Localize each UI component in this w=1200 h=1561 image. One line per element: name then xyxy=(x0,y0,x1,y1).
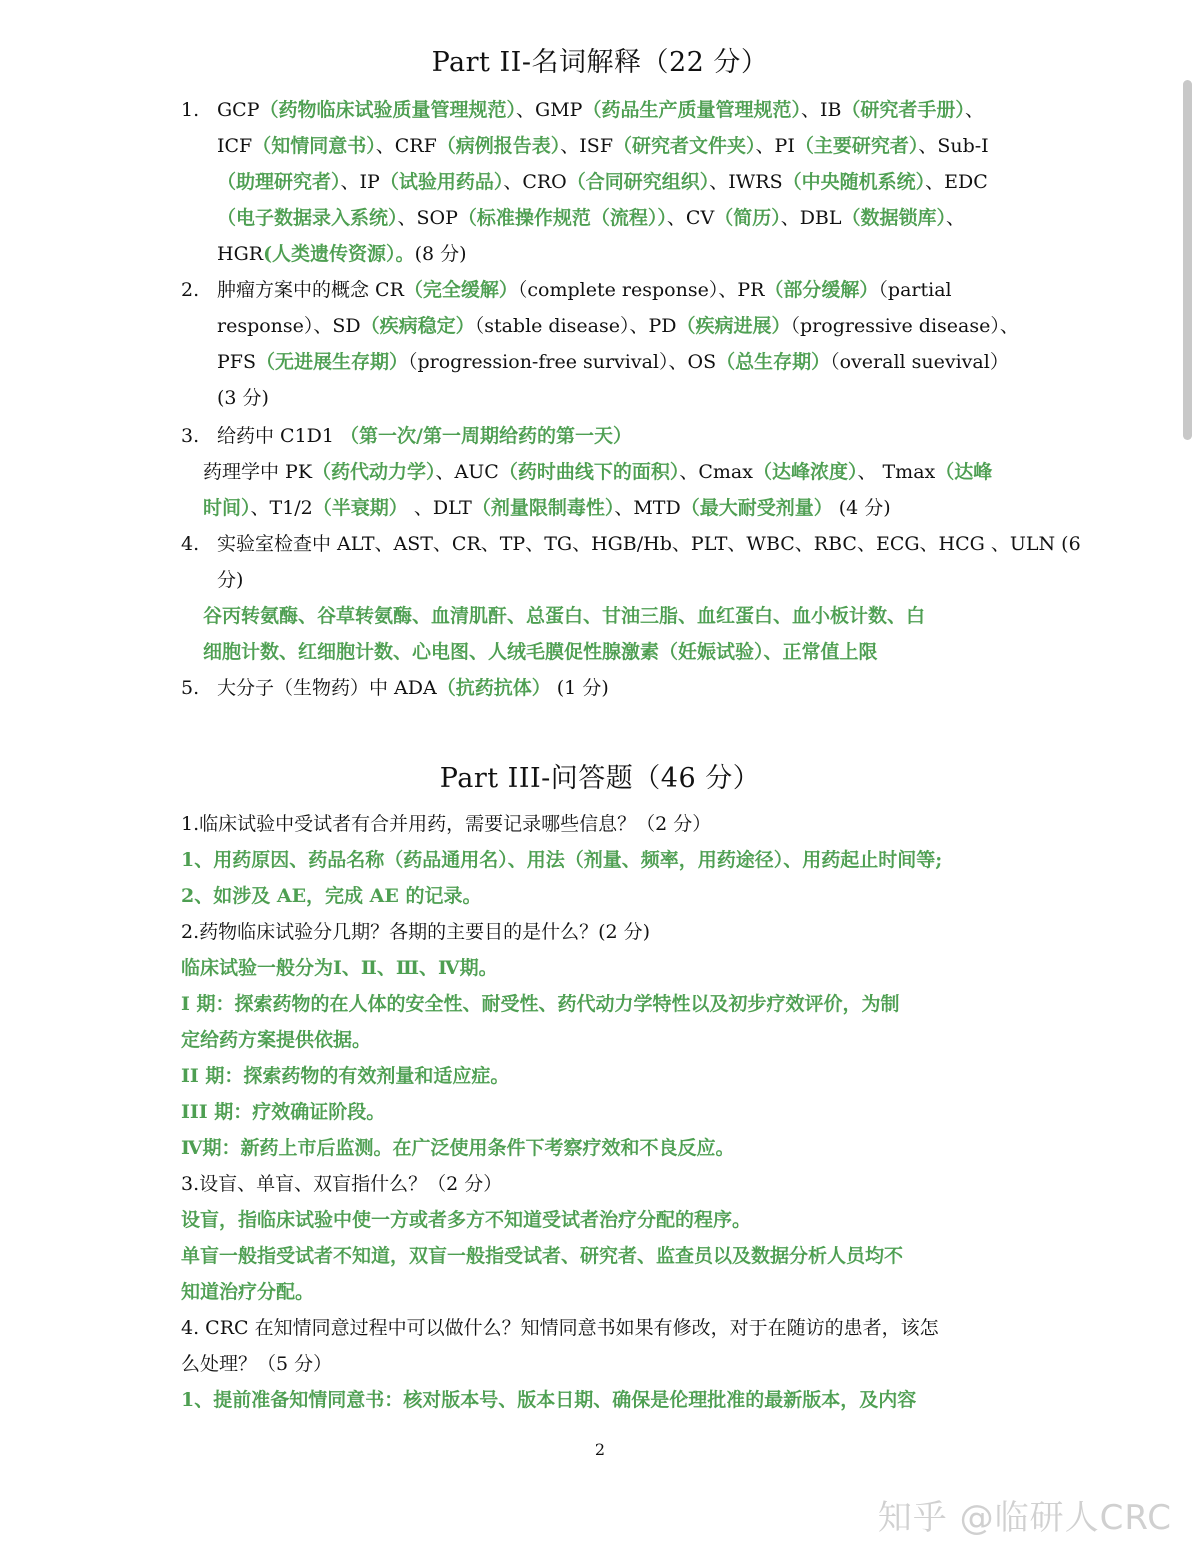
question-text: 、 xyxy=(946,207,966,229)
list-item-line xyxy=(217,562,243,598)
item-number: 2. xyxy=(181,279,200,301)
question-text: 肿瘤方案中的概念 CR xyxy=(217,279,404,301)
question-text: (8 分) xyxy=(414,243,467,265)
list-item-subline xyxy=(203,598,925,634)
qa-line xyxy=(181,1346,332,1382)
list-item-line xyxy=(217,380,269,416)
qa-line xyxy=(181,1202,751,1238)
answer-text: 知道治疗分配。 xyxy=(181,1281,315,1303)
question-text: 、IB xyxy=(800,99,842,121)
question-text: 3.设盲、单盲、双盲指什么？（2 分） xyxy=(181,1173,503,1195)
answer-text: （药物临床试验质量管理规范） xyxy=(259,99,517,121)
answer-text: （电子数据录入系统） xyxy=(217,207,398,229)
answer-text: （病例报告表） xyxy=(436,135,561,157)
answer-text: （达峰浓度） xyxy=(752,461,858,483)
qa-line xyxy=(181,878,482,914)
question-text: （complete response）、PR xyxy=(517,279,765,301)
answer-text: （简历） xyxy=(714,207,781,229)
question-text: 、PI xyxy=(755,135,795,157)
list-item-line xyxy=(217,308,1019,344)
answer-text: （完全缓解） xyxy=(403,279,518,301)
qa-line xyxy=(181,1166,502,1202)
question-text: ICF xyxy=(217,135,253,157)
list-item-subline xyxy=(203,634,878,670)
qa-line xyxy=(181,1274,314,1310)
question-text: 、IP xyxy=(340,171,380,193)
answer-text: Ⅰ 期：探索药物的在人体的安全性、耐受性、药代动力学特性以及初步疗效评价，为制 xyxy=(181,993,900,1015)
question-text: 、Sub-I xyxy=(918,135,989,157)
qa-line xyxy=(181,1094,385,1130)
question-text: 、CRO xyxy=(503,171,567,193)
question-text: 实验室检查中 ALT、AST、CR、TP、TG、HGB/Hb、PLT、WBC、RBC、ECG、HCG 、ULN (6 xyxy=(217,533,1081,555)
answer-text: 定给药方案提供依据。 xyxy=(181,1029,372,1051)
question-text: 、 xyxy=(964,99,984,121)
question-text: 给药中 C1D1 xyxy=(217,425,341,447)
question-text: 1.临床试验中受试者有合并用药，需要记录哪些信息？（2 分） xyxy=(181,813,712,835)
item-number: 3. xyxy=(181,425,200,447)
answer-text: 1、提前准备知情同意书：核对版本号、版本日期、确保是伦理批准的最新版本，及内容 xyxy=(181,1389,917,1411)
answer-text: II 期：探索药物的有效剂量和适应症。 xyxy=(181,1065,510,1087)
question-text: 、CV xyxy=(666,207,715,229)
qa-line xyxy=(181,1382,916,1418)
answer-text: （标准操作规范（流程）） xyxy=(457,207,667,229)
answer-text: （试验用药品） xyxy=(379,171,504,193)
answer-text: （达峰 xyxy=(935,461,993,483)
question-text: 、DBL xyxy=(780,207,842,229)
question-text: （overall suevival） xyxy=(830,351,1009,373)
question-text: 药理学中 PK xyxy=(203,461,313,483)
qa-line xyxy=(181,842,942,878)
answer-text: （药代动力学） xyxy=(312,461,436,483)
question-text: 分) xyxy=(217,569,244,591)
page-number: 2 xyxy=(594,1440,606,1459)
qa-line xyxy=(181,986,900,1022)
question-text: 、IWRS xyxy=(709,171,783,193)
qa-line xyxy=(181,1238,903,1274)
answer-text: （半衰期） xyxy=(312,497,408,519)
question-text: 、AUC xyxy=(435,461,499,483)
answer-text: （主要研究者） xyxy=(794,135,919,157)
answer-text: （助理研究者） xyxy=(217,171,341,193)
qa-line xyxy=(181,806,711,842)
question-text: （progressive disease）、 xyxy=(790,315,1019,337)
part2-title: Part II-名词解释（22 分） xyxy=(431,47,769,78)
question-text: 、ISF xyxy=(560,135,614,157)
answer-text: （疾病进展） xyxy=(676,315,791,337)
question-text: (4 分) xyxy=(832,497,891,519)
list-item-subline xyxy=(203,454,992,490)
answer-text: 设盲，指临床试验中使一方或者多方不知道受试者治疗分配的程序。 xyxy=(181,1209,752,1231)
answer-text: III 期：疗效确证阶段。 xyxy=(181,1101,386,1123)
question-text: 、SOP xyxy=(397,207,458,229)
question-text: 大分子（生物药）中 ADA xyxy=(217,677,437,699)
qa-line xyxy=(181,950,498,986)
qa-line xyxy=(181,1022,371,1058)
question-text: 4. CRC 在知情同意过程中可以做什么？知情同意书如果有修改，对于在随访的患者，该怎 xyxy=(181,1317,939,1339)
question-text: 、EDC xyxy=(925,171,988,193)
qa-line xyxy=(181,1130,735,1166)
answer-text: （知情同意书） xyxy=(252,135,376,157)
question-text: 、CRF xyxy=(375,135,437,157)
answer-text: (人类遗传资源）。 xyxy=(263,243,415,265)
question-text: 、GMP xyxy=(516,99,583,121)
item-number: 4. xyxy=(181,533,200,555)
answer-text: （疾病稳定） xyxy=(360,315,475,337)
answer-text: （第一次/第一周期给药的第一天） xyxy=(340,425,632,447)
answer-text: （数据锁库） xyxy=(841,207,947,229)
part3-title: Part III-问答题（46 分） xyxy=(439,763,761,794)
question-text: (3 分) xyxy=(217,387,269,409)
question-text: （partial xyxy=(878,279,952,301)
answer-text: 谷丙转氨酶、谷草转氨酶、血清肌酐、总蛋白、甘油三脂、血红蛋白、血小板计数、白 xyxy=(203,605,926,627)
answer-text: 2、如涉及 AE，完成 AE 的记录。 xyxy=(181,885,482,907)
question-text: 、Cmax xyxy=(679,461,753,483)
answer-text: （无进展生存期） xyxy=(255,351,408,373)
answer-text: （药时曲线下的面积） xyxy=(498,461,680,483)
qa-line xyxy=(181,1058,509,1094)
qa-line xyxy=(181,1310,939,1346)
list-item-line xyxy=(217,92,984,128)
question-text: HGR xyxy=(217,243,264,265)
answer-text: 细胞计数、红细胞计数、心电图、人绒毛膜促性腺激素（妊娠试验）、正常值上限 xyxy=(203,641,878,663)
qa-line xyxy=(181,914,650,950)
question-text: 2.药物临床试验分几期？各期的主要目的是什么？(2 分) xyxy=(181,921,651,943)
answer-text: 1、用药原因、药品名称（药品通用名）、用法（剂量、频率，用药途径）、用药起止时间等; xyxy=(181,849,943,871)
question-text: 、DLT xyxy=(407,497,472,519)
answer-text: （部分缓解） xyxy=(764,279,879,301)
question-text: GCP xyxy=(217,99,260,121)
answer-text: （合同研究组织） xyxy=(566,171,710,193)
answer-text: （最大耐受剂量） xyxy=(680,497,833,519)
answer-text: （药品生产质量管理规范） xyxy=(582,99,801,121)
answer-text: 时间） xyxy=(203,497,251,519)
list-item-line xyxy=(217,418,632,454)
question-text: 、 Tmax xyxy=(857,461,936,483)
list-item-line xyxy=(217,526,1081,562)
answer-text: （抗药抗体） xyxy=(436,677,551,699)
answer-text: （研究者文件夹） xyxy=(613,135,756,157)
question-text: 、MTD xyxy=(614,497,681,519)
list-item-line xyxy=(217,200,965,236)
question-text: 么处理？（5 分） xyxy=(181,1353,333,1375)
answer-text: 临床试验一般分为Ⅰ、Ⅱ、Ⅲ、Ⅳ期。 xyxy=(181,957,498,979)
question-text: PFS xyxy=(217,351,256,373)
list-item-line xyxy=(217,236,467,272)
question-text: 、T1/2 xyxy=(250,497,313,519)
item-number: 1. xyxy=(181,99,200,121)
answer-text: （剂量限制毒性） xyxy=(471,497,615,519)
list-item-line xyxy=(217,128,989,164)
answer-text: （总生存期） xyxy=(716,351,831,373)
answer-text: Ⅳ期：新药上市后监测。在广泛使用条件下考察疗效和不良反应。 xyxy=(181,1137,735,1159)
question-text: (1 分) xyxy=(550,677,609,699)
list-item-line xyxy=(217,670,609,706)
question-text: response）、SD xyxy=(217,315,361,337)
question-text: （progression-free survival）、OS xyxy=(408,351,717,373)
watermark: 知乎 @临研人CRC xyxy=(877,1498,1172,1538)
question-text: （stable disease）、PD xyxy=(474,315,677,337)
list-item-line xyxy=(217,272,952,308)
list-item-line xyxy=(217,344,1009,380)
answer-text: （中央随机系统） xyxy=(782,171,926,193)
answer-text: （研究者手册） xyxy=(841,99,965,121)
answer-text: 单盲一般指受试者不知道，双盲一般指受试者、研究者、监查员以及数据分析人员均不 xyxy=(181,1245,904,1267)
list-item-line xyxy=(217,164,988,200)
vertical-scrollbar[interactable] xyxy=(1183,80,1192,440)
list-item-subline xyxy=(203,490,891,526)
item-number: 5. xyxy=(181,677,200,699)
